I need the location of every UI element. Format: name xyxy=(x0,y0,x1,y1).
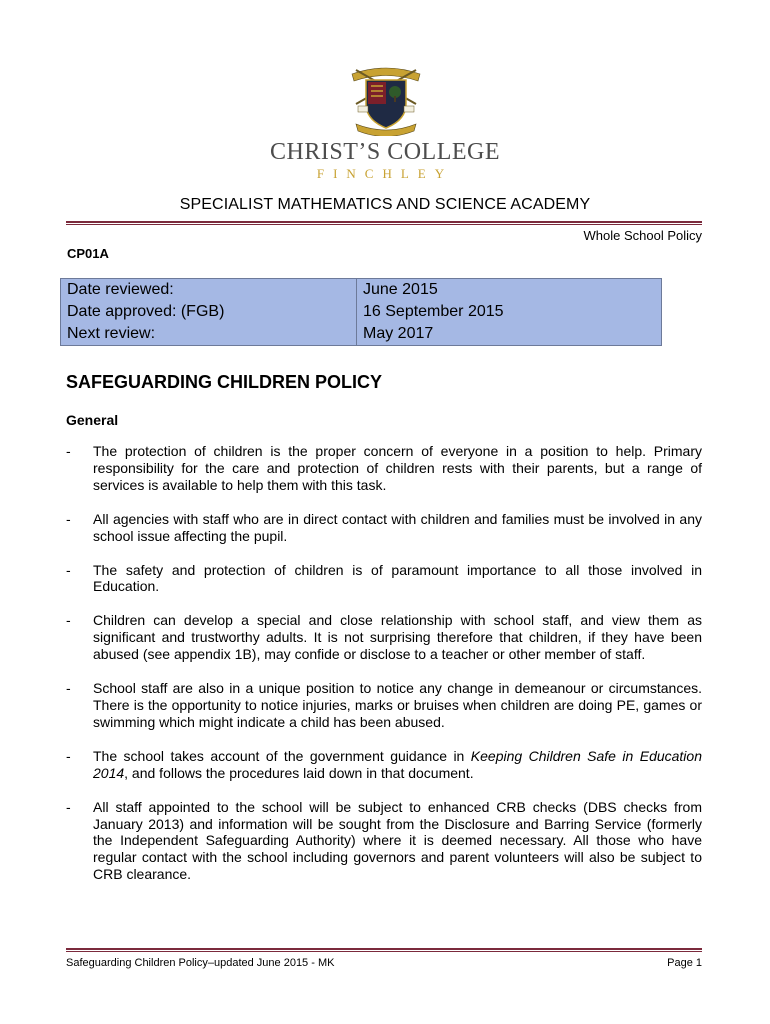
bullet-text: All staff appointed to the school will be subject to enhanced CRB checks (DBS checks from January 2013) and information will be sought from the Disclosure and Barring Service (formerly the Independent Safeguarding Authority) where it is deemed necessary. All those who have regular contact with the school including governors and parent volunteers will also be subject to CRB clearance. xyxy=(93,798,702,883)
table-row xyxy=(61,279,662,302)
bullet-text: All agencies with staff who are in direct contact with children and families must be involved in any school issue affecting the pupil. xyxy=(93,510,702,544)
policy-type-label: Whole School Policy xyxy=(583,228,702,243)
academy-heading: SPECIALIST MATHEMATICS AND SCIENCE ACADEMY xyxy=(179,196,591,213)
table-row xyxy=(61,323,662,346)
list-item xyxy=(66,680,702,731)
bullet-dash: - xyxy=(66,510,71,527)
bullet-text: School staff are also in a unique position to notice any change in demeanour or circumstances. There is the opportunity to notice injuries, marks or bruises when children are doing PE, games or swimming which might indicate a child has been abused. xyxy=(93,680,702,730)
bullet-text: Children can develop a special and close relationship with school staff, and view them as significant and trustworthy adults. It is not surprising therefore that children, if they have been abused (see appendix 1B), may confide or disclose to a teacher or other member of staff. xyxy=(93,612,702,663)
policy-title: SAFEGUARDING CHILDREN POLICY xyxy=(66,372,383,392)
section-heading: General xyxy=(66,412,119,428)
college-subtitle: FINCHLEY xyxy=(316,166,454,181)
header-rule-thin xyxy=(66,224,702,225)
bullet-list xyxy=(66,443,702,900)
footer-rule-thin xyxy=(66,951,702,952)
bullet-dash: - xyxy=(66,443,71,459)
guidance-text-after: , and follows the procedures laid down in that document. xyxy=(124,764,474,781)
footer-document-label: Safeguarding Children Policy–updated June 2015 - MK xyxy=(66,957,335,969)
guidance-document-title: Keeping Children Safe in Education 2014 xyxy=(93,747,702,781)
list-item xyxy=(66,562,702,596)
bullet-text: The protection of children is the proper concern of everyone in a position to help. Primary responsibility for the care and protection of children rests with their parents, but a range of services is available to help them with this task. xyxy=(93,443,702,493)
next-review-value: May 2017 xyxy=(357,323,662,346)
bullet-dash: - xyxy=(66,798,71,815)
list-item xyxy=(66,612,702,663)
bullet-text: The safety and protection of children is of paramount importance to all those involved in Education. xyxy=(93,561,702,595)
date-reviewed-label: Date reviewed: xyxy=(61,279,357,302)
bullet-dash: - xyxy=(66,561,71,578)
list-item xyxy=(66,443,702,494)
header-rule xyxy=(66,221,702,223)
college-name: CHRIST’S COLLEGE xyxy=(270,139,500,165)
footer-page-number: Page 1 xyxy=(667,957,702,969)
date-reviewed-value: June 2015 xyxy=(357,279,662,302)
bullet-dash: - xyxy=(66,612,71,629)
list-item xyxy=(66,748,702,782)
list-item xyxy=(66,799,702,884)
date-approved-label: Date approved: (FGB) xyxy=(61,301,357,323)
document-code: CP01A xyxy=(67,246,109,261)
college-crest-logo xyxy=(338,64,434,136)
next-review-label: Next review: xyxy=(61,323,357,346)
guidance-text-before: The school takes account of the government guidance in xyxy=(93,747,471,764)
table-row xyxy=(61,301,662,323)
list-item xyxy=(66,511,702,545)
bullet-dash: - xyxy=(66,747,71,764)
date-approved-value: 16 September 2015 xyxy=(357,301,662,323)
footer-rule xyxy=(66,948,702,950)
bullet-dash: - xyxy=(66,680,71,697)
dates-table xyxy=(60,278,662,346)
